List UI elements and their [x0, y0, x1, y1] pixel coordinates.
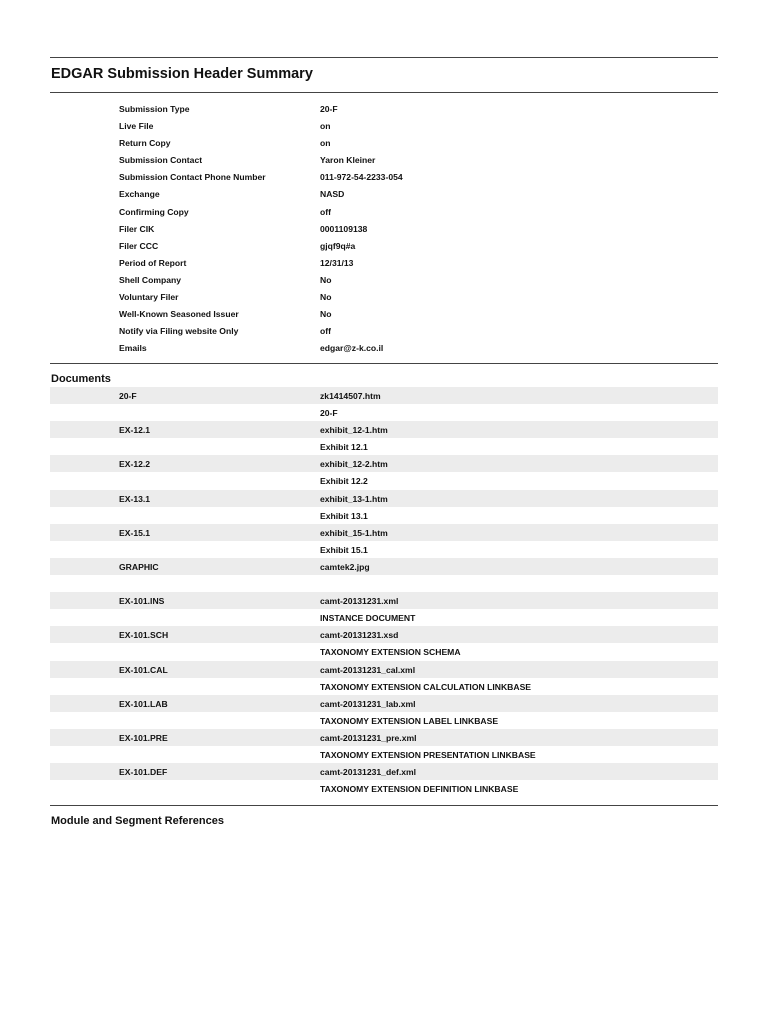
field-label: Filer CCC [119, 240, 159, 251]
document-value: exhibit_12-1.htm [320, 425, 388, 436]
field-value: NASD [320, 189, 345, 200]
field-value: 20-F [320, 104, 338, 114]
field-value: off [320, 206, 331, 217]
title-rule [50, 92, 718, 93]
field-value: on [320, 121, 331, 132]
documents-table [50, 387, 718, 797]
field-value: gjqf9q#a [320, 240, 356, 251]
document-value: Exhibit 15.1 [320, 544, 368, 555]
document-row [50, 507, 718, 524]
document-row [50, 609, 718, 626]
field-value: off [320, 326, 331, 337]
document-row [50, 541, 718, 558]
document-value: camt-20131231_def.xml [320, 767, 417, 778]
document-value: exhibit_13-1.htm [320, 493, 388, 504]
document-row [50, 438, 718, 455]
document-value: Exhibit 12.1 [320, 442, 368, 453]
document-row [50, 490, 718, 507]
document-value: TAXONOMY EXTENSION DEFINITION LINKBASE [320, 784, 519, 795]
document-type: EX-101.DEF [119, 767, 168, 778]
field-label: Return Copy [119, 138, 171, 149]
submission-row [50, 288, 718, 305]
submission-row [50, 305, 718, 322]
field-label: Confirming Copy [119, 206, 189, 217]
field-value: 011-972-54-2233-054 [320, 172, 403, 183]
document-type: EX-101.PRE [119, 732, 168, 743]
document-row [50, 712, 718, 729]
document-value: Exhibit 12.2 [320, 476, 368, 487]
document-value: TAXONOMY EXTENSION CALCULATION LINKBASE [320, 681, 532, 692]
field-label: Voluntary Filer [119, 292, 179, 303]
submission-row [50, 117, 718, 134]
submission-row [50, 100, 718, 117]
module-references-heading: Module and Segment References [51, 815, 224, 827]
document-value: Exhibit 13.1 [320, 510, 368, 521]
document-value: camt-20131231.xml [320, 596, 399, 607]
document-type: GRAPHIC [119, 561, 159, 572]
submission-row [50, 339, 718, 356]
field-value: No [320, 309, 332, 320]
documents-heading: Documents [51, 373, 111, 385]
field-value: edgar@z-k.co.il [320, 343, 384, 354]
submission-row [50, 134, 718, 151]
submission-table [50, 100, 718, 356]
document-row [50, 592, 718, 609]
document-row [50, 558, 718, 575]
submission-row [50, 322, 718, 339]
field-value: 0001109138 [320, 223, 368, 234]
document-value: camtek2.jpg [320, 561, 370, 572]
document-type: EX-101.LAB [119, 698, 168, 709]
document-type: EX-101.INS [119, 596, 165, 607]
document-row [50, 387, 718, 404]
document-row [50, 661, 718, 678]
document-row [50, 455, 718, 472]
document-value: INSTANCE DOCUMENT [320, 613, 416, 624]
document-value: 20-F [320, 408, 338, 419]
field-label: Exchange [119, 189, 160, 200]
field-label: Submission Type [119, 104, 190, 114]
field-label: Submission Contact [119, 155, 203, 166]
document-row [50, 729, 718, 746]
document-type: EX-13.1 [119, 493, 151, 504]
document-type: EX-12.1 [119, 425, 151, 436]
document-value: camt-20131231_cal.xml [320, 664, 416, 675]
submission-row [50, 185, 718, 202]
field-label: Well-Known Seasoned Issuer [119, 309, 239, 320]
submission-row [50, 168, 718, 185]
field-label: Submission Contact Phone Number [119, 172, 266, 183]
document-row [50, 472, 718, 489]
field-value: 12/31/13 [320, 257, 354, 268]
document-type: EX-15.1 [119, 527, 151, 538]
document-row [50, 763, 718, 780]
submission-row [50, 237, 718, 254]
document-value: TAXONOMY EXTENSION LABEL LINKBASE [320, 715, 499, 726]
submission-row [50, 151, 718, 168]
submission-row [50, 220, 718, 237]
submission-divider [50, 363, 718, 364]
document-value: camt-20131231_pre.xml [320, 732, 417, 743]
document-value: exhibit_12-2.htm [320, 459, 388, 470]
field-value: No [320, 274, 332, 285]
field-label: Filer CIK [119, 223, 155, 234]
document-row [50, 421, 718, 438]
document-row [50, 524, 718, 541]
submission-row [50, 271, 718, 288]
field-label: Emails [119, 343, 147, 354]
documents-divider [50, 805, 718, 806]
document-row [50, 643, 718, 660]
document-row [50, 746, 718, 763]
document-row [50, 678, 718, 695]
field-label: Period of Report [119, 257, 187, 268]
field-label: Shell Company [119, 274, 182, 285]
document-row [50, 575, 718, 592]
document-type: EX-12.2 [119, 459, 151, 470]
document-value: exhibit_15-1.htm [320, 527, 388, 538]
document-type: 20-F [119, 391, 137, 401]
page-title: EDGAR Submission Header Summary [51, 66, 313, 82]
submission-row [50, 203, 718, 220]
field-label: Live File [119, 121, 154, 132]
document-value: camt-20131231.xsd [320, 630, 399, 641]
field-value: No [320, 292, 332, 303]
field-value: on [320, 138, 331, 149]
document-row [50, 695, 718, 712]
document-row [50, 780, 718, 797]
submission-row [50, 254, 718, 271]
field-label: Notify via Filing website Only [119, 326, 239, 337]
document-type: EX-101.CAL [119, 664, 168, 675]
document-value: TAXONOMY EXTENSION SCHEMA [320, 647, 461, 658]
document-row [50, 626, 718, 643]
document-value: TAXONOMY EXTENSION PRESENTATION LINKBASE [320, 749, 536, 760]
document-type: EX-101.SCH [119, 630, 169, 641]
document-row [50, 404, 718, 421]
document-value: camt-20131231_lab.xml [320, 698, 416, 709]
field-value: Yaron Kleiner [320, 155, 376, 166]
top-rule [50, 57, 718, 58]
document-value: zk1414507.htm [320, 391, 381, 401]
